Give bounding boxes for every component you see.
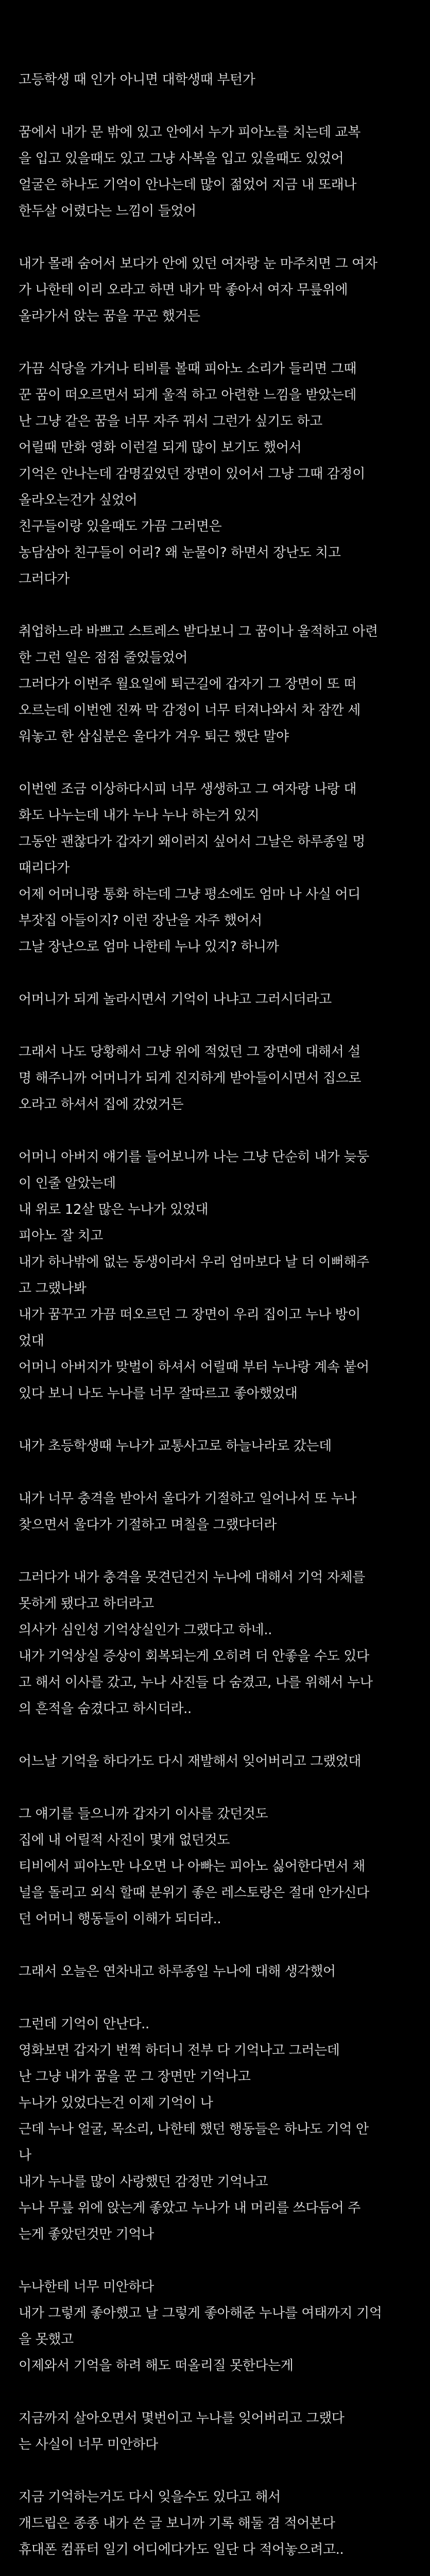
post-text-line: 티비에서 피아노만 나오면 나 아빠는 피아노 싫어한다면서 채 [19,1859,365,1874]
post-text-line: 고 그랬나봐 [19,1281,87,1296]
post-text-line: 지금 기억하는거도 다시 잊을수도 있다고 해서 [19,2489,281,2505]
post-text-line: 누나가 있었다는건 이제 기억이 나 [19,2095,213,2111]
post-text-line: 오라고 하셔서 집에 갔었거든 [19,1097,184,1112]
paragraph-gap [19,1407,411,1433]
post-text-line: 누나 무릎 위에 앉는게 좋았고 누나가 내 머리를 쓰다듬어 주 [19,2200,360,2216]
post-text-line: 는게 좋았던것만 기억나 [19,2227,154,2242]
paragraph-gap [19,960,411,987]
post-text-line: 내가 기억상실 증상이 회복되는게 오히려 더 안좋을 수도 있다 [19,1649,369,1664]
paragraph-gap [19,2379,411,2405]
paragraph-gap [19,1985,411,2011]
post-text-line: 어느날 기억을 하다가도 다시 재발해서 잊어버리고 그랬었대 [19,1754,362,1769]
post-text-line: 가끔 식당을 가거나 티비를 볼때 피아노 소리가 들리면 그때 [19,361,357,377]
post-text-line: 을 못했고 [19,2332,74,2347]
paragraph-gap [19,1013,411,1039]
paragraph-gap [19,2458,411,2484]
post-text-line: 휴대폰 컴퓨터 일기 어디에다가도 일단 다 적어놓으려고.. [19,2542,344,2557]
paragraph-gap [19,1460,411,1486]
post-text-line: 내가 너무 충격을 받아서 울다가 기절하고 일어나서 또 누나 [19,1491,357,1506]
post-text-line: 오르는데 이번엔 진짜 막 감정이 너무 터져나와서 차 잠깐 세 [19,703,360,718]
post-text-line: 던 어머니 행동들이 이해가 되더라.. [19,1911,221,1927]
post-text-line: 그날 장난으로 엄마 나한테 누나 있지? 하니까 [19,939,279,955]
post-text-line: 었대 [19,1333,44,1349]
post-text-line: 고 해서 이사를 갔고, 누나 사진들 다 숨겼고, 나를 위해서 누나 [19,1675,373,1690]
post-text-line: 의사가 심인성 기억상실인가 그랬다고 하네.. [19,1622,272,1638]
paragraph-gap [19,750,411,776]
paragraph-gap [19,1538,411,1565]
post-text-line: 누나한테 너무 미안하다 [19,2279,154,2295]
post-text-line: 내 위로 12살 많은 누나가 있었대 [19,1202,209,1217]
post-text-line: 한두살 어렸다는 느낌이 들었어 [19,204,196,219]
post-text-line: 그동안 괜찮다가 갑자기 왜이러지 싶어서 그날은 하루종일 멍 [19,834,365,850]
post-text-line: 어머니 아버지 얘기를 들어보니까 나는 그냥 단순히 내가 늦둥 [19,1149,369,1165]
post-text-line: 근데 누나 얼굴, 목소리, 나한테 했던 행동들은 하나도 기억 안 [19,2122,369,2137]
post-text-line: 고등학생 때 인가 아니면 대학생때 부턴가 [19,72,255,88]
post-text-line: 어머니가 되게 놀라시면서 기억이 나냐고 그러시더라고 [19,992,332,1007]
post-text-line: 기억은 안나는데 감명깊었던 장면이 있어서 그냥 그때 감정이 [19,466,365,482]
post-text-line: 이제와서 기억을 하려 해도 떠올리질 못한다는게 [19,2358,294,2374]
post-text-line: 을 입고 있을때도 있고 그냥 사복을 입고 있을때도 있었어 [19,151,344,166]
post-text-line: 널을 돌리고 외식 할때 분위기 좋은 레스토랑은 절대 안가신다 [19,1885,369,1901]
post-text-line: 올라오는건가 싶었어 [19,493,137,508]
post-text-line: 있다 보니 나도 누나를 너무 잘따르고 좋아했었대 [19,1386,298,1401]
post-text-line: 그런데 기억이 안난다.. [19,2016,149,2032]
post-text-line: 는 사실이 너무 미안하다 [19,2437,158,2452]
post-text-line: 이 인줄 알았는데 [19,1176,116,1191]
post-text-line: 그래서 나도 당황해서 그냥 위에 적었던 그 장면에 대해서 설 [19,1044,360,1060]
post-text-line: 농담삼아 친구들이 어리? 왜 눈물이? 하면서 장난도 치고 [19,545,341,561]
paragraph-gap [19,2563,411,2576]
post-text-line: 지금까지 살아오면서 몇번이고 누나를 잊어버리고 그랬다 [19,2411,345,2426]
post-text-line: 화도 나누는데 내가 누나 누나 하는거 있지 [19,808,260,823]
post-text-line: 난 그냥 같은 꿈을 너무 자주 꿔서 그런가 싶기도 하고 [19,414,322,429]
post-text-line: 못하게 됐다고 하더라고 [19,1596,154,1612]
post-text-line: 가 나한테 이리 오라고 하면 내가 막 좋아서 여자 무릎위에 [19,282,348,298]
post-text-line: 그러다가 내가 충격을 못견딘건지 누나에 대해서 기억 자체를 [19,1570,365,1585]
post-text-line: 취업하느라 바쁘고 스트레스 받다보니 그 꿈이나 울적하고 아련 [19,624,378,639]
post-text-line: 개드립은 종종 내가 쓴 글 보니까 기록 해둘 겸 적어본다 [19,2516,335,2531]
post-text-line: 난 그냥 내가 꿈을 꾼 그 장면만 기억나고 [19,2069,251,2084]
post-text-line: 때리다가 [19,860,70,876]
post-text-line: 친구들이랑 있을때도 가끔 그러면은 [19,519,222,534]
post-text-line: 내가 꿈꾸고 가끔 떠오르던 그 장면이 우리 집이고 누나 방이 [19,1307,360,1323]
post-text-line: 그래서 오늘은 연차내고 하루종일 누나에 대해 생각했어 [19,1964,336,1979]
post-text-line: 명 해주니까 어머니가 되게 진지하게 받아들이시면서 집으로 [19,1071,362,1086]
paragraph-gap [19,2248,411,2274]
post-text-line: 워놓고 한 삼십분은 울다가 겨우 퇴근 했단 말야 [19,729,289,744]
post-text-line: 영화보면 갑자기 번쩍 하더니 전부 다 기억나고 그러는데 [19,2043,340,2058]
post-text-line: 내가 하나밖에 없는 동생이라서 우리 엄마보다 날 더 이뻐해주 [19,1255,369,1270]
post-text-line: 꾼 꿈이 떠오르면서 되게 울적 하고 아련한 느낌을 받았는데 [19,387,357,403]
post-text-line: 찾으면서 울다가 기절하고 며칠을 그랬다더라 [19,1517,277,1533]
post-text-line: 내가 초등학생때 누나가 교통사고로 하늘나라로 갔는데 [19,1438,332,1454]
paragraph-gap [19,1933,411,1959]
post-text-line: 어제 어머니랑 통화 하는데 그냥 평소에도 엄마 나 사실 어디 [19,887,360,902]
post-text-line: 그 얘기를 들으니까 갑자기 이사를 갔던것도 [19,1806,268,1822]
post-text-line: 올라가서 앉는 꿈을 꾸곤 했거든 [19,309,200,324]
post-text-line: 꿈에서 내가 문 밖에 있고 안에서 누가 피아노를 치는데 교복 [19,125,360,140]
post-text-line: 내가 그렇게 좋아했고 날 그렇게 좋아해준 누나를 여태까지 기억 [19,2306,382,2321]
post-text-line: 어머니 아버지가 맞벌이 하셔서 어릴때 부터 누나랑 계속 붙어 [19,1360,369,1375]
post-text-line: 피아노 잘 치고 [19,1228,104,1244]
post-text-line: 내가 몰래 숨어서 보다가 안에 있던 여자랑 눈 마주치면 그 여자 [19,256,377,272]
post-text-line: 그러다가 이번주 월요일에 퇴근길에 갑자기 그 장면이 또 떠 [19,676,357,692]
paragraph-gap [19,330,411,356]
post-text-line: 그러다가 [19,571,70,587]
paragraph-gap [19,93,411,120]
post-text-line: 이번엔 조금 이상하다시피 너무 생생하고 그 여자랑 나랑 대 [19,782,357,797]
paragraph-gap [19,1722,411,1749]
paragraph-gap [19,592,411,619]
post-text-line: 얼굴은 하나도 기억이 안나는데 많이 젊었어 지금 내 또래나 [19,177,357,193]
post-text-line: 부잣집 아들이지? 이런 장난을 자주 했어서 [19,913,262,928]
post-text-line: 나 [19,2148,31,2163]
post-text-line: 한 그런 일은 점점 줄었들었어 [19,650,188,666]
paragraph-gap [19,1118,411,1144]
paragraph-gap [19,225,411,251]
post-text-line: 내가 누나를 많이 사랑했던 감정만 기억나고 [19,2174,268,2190]
post-text-line: 의 흔적을 숨겼다고 하시더라.. [19,1701,192,1717]
post-text-line: 집에 내 어릴적 사진이 몇개 없던것도 [19,1833,230,1848]
post-text-line: 어릴때 만화 영화 이런걸 되게 많이 보기도 했어서 [19,440,302,455]
paragraph-gap [19,1775,411,1801]
